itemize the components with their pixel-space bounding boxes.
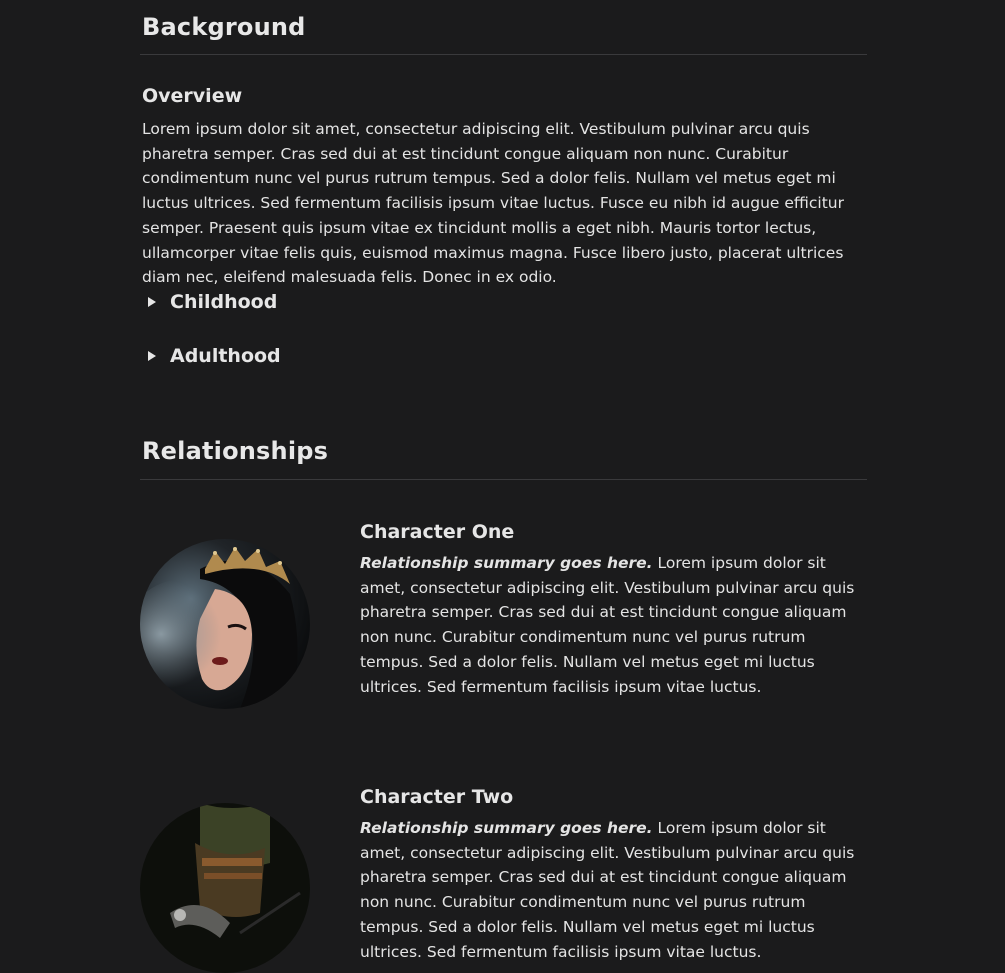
relationship-summary-label: Relationship summary goes here. (360, 819, 653, 837)
caret-right-icon (148, 351, 156, 361)
overview-text: Lorem ipsum dolor sit amet, consectetur adipiscing elit. Vestibulum pulvinar arcu quis pharetra semper. Cras sed dui at est tincidunt congue aliquam non nunc. Curabitur condimentum nunc vel purus rutrum tempus. Sed a dolor felis. Nullam vel metus eget mi luctus ultrices. Sed fermentum facilisis ipsum vitae luctus. Fusce eu nibh id augue efficitur semper. Praesent quis ipsum vitae ex tincidunt mollis a eget nibh. Mauris tortor lectus, ullamcorper vitae felis quis, euismod maximus magna. Fusce libero justo, placerat ultrices diam nec, eleifend malesuada felis. Donec in ex odio. (142, 120, 845, 287)
character-one-portrait (140, 539, 310, 709)
character-two-portrait (140, 803, 310, 973)
childhood-toggle[interactable] (148, 291, 277, 313)
relationships-divider (140, 479, 867, 480)
character-two-avatar (140, 803, 310, 973)
character-one-text: Lorem ipsum dolor sit amet, consectetur adipiscing elit. Vestibulum pulvinar arcu quis pharetra semper. Cras sed dui at est tincidunt congue aliquam non nunc. Curabitur condimentum nunc vel purus rutrum tempus. Sed a dolor felis. Nullam vel metus eget mi luctus ultrices. Sed fermentum facilisis ipsum vitae luctus. (360, 554, 855, 696)
relationships-heading: Relationships (142, 437, 329, 465)
character-one-name: Character One (360, 521, 515, 543)
caret-right-icon (148, 297, 156, 307)
background-divider (140, 54, 867, 55)
relationship-summary-label: Relationship summary goes here. (360, 554, 653, 572)
background-heading: Background (142, 13, 306, 41)
adulthood-label: Adulthood (170, 345, 281, 367)
character-one-description (360, 551, 865, 699)
character-two-name: Character Two (360, 786, 514, 808)
adulthood-toggle[interactable] (148, 345, 281, 367)
childhood-label: Childhood (170, 291, 278, 313)
overview-heading: Overview (142, 85, 243, 107)
character-two-description (360, 816, 865, 964)
character-one-avatar (140, 539, 310, 709)
character-two-text: Lorem ipsum dolor sit amet, consectetur adipiscing elit. Vestibulum pulvinar arcu quis pharetra semper. Cras sed dui at est tincidunt congue aliquam non nunc. Curabitur condimentum nunc vel purus rutrum tempus. Sed a dolor felis. Nullam vel metus eget mi luctus ultrices. Sed fermentum facilisis ipsum vitae luctus. (360, 819, 855, 961)
